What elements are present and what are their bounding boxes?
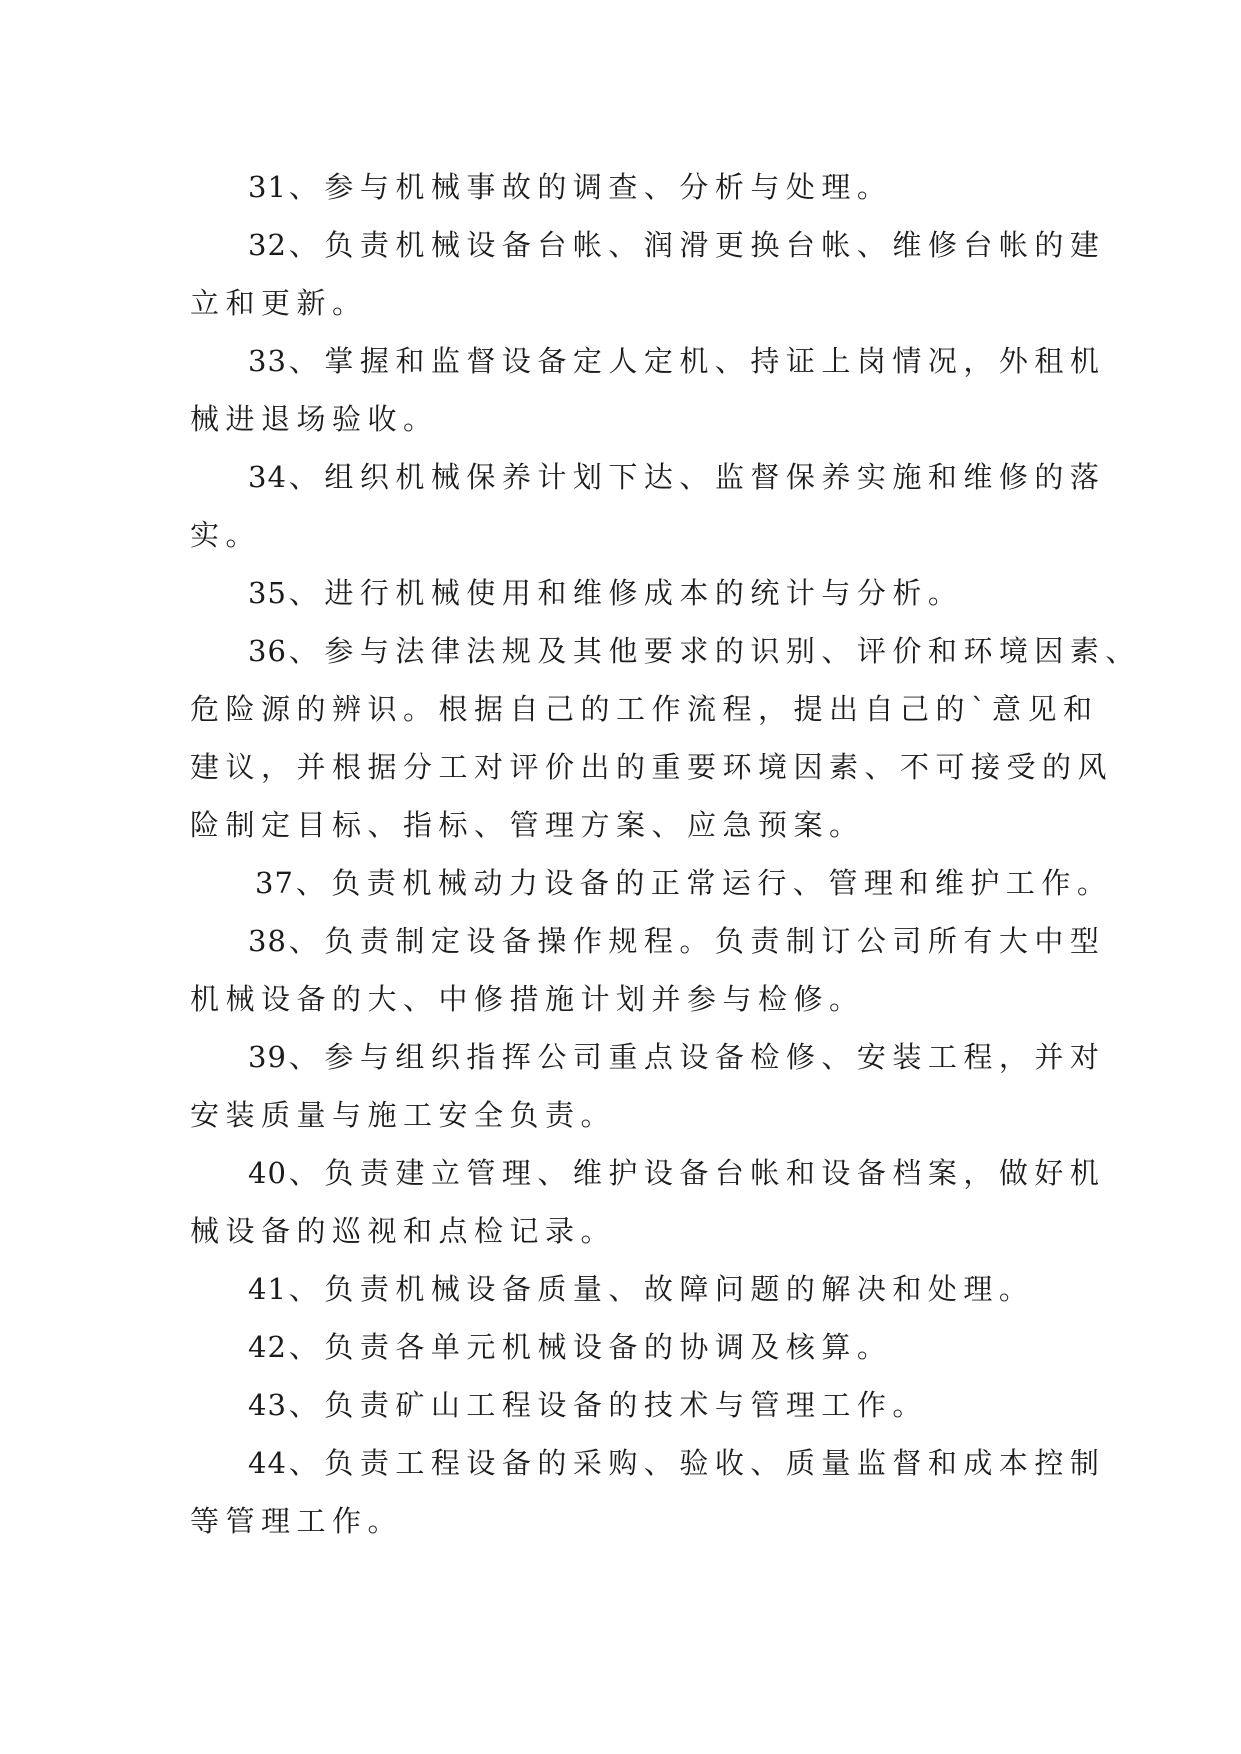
item-43-text: 、负责矿山工程设备的技术与管理工作。 — [288, 1388, 928, 1422]
item-44-line-2: 等管理工作。 — [190, 1504, 404, 1538]
item-35-line-1 — [190, 564, 1070, 622]
item-37-number: 37 — [255, 866, 294, 900]
item-34-line-1 — [190, 448, 1106, 506]
item-32-text: 、负责机械设备台帐、润滑更换台帐、维修台帐的建 — [288, 228, 1106, 262]
item-39-text: 、参与组织指挥公司重点设备检修、安装工程，并对 — [288, 1040, 1106, 1074]
item-40-line-1 — [190, 1144, 1106, 1202]
item-43-line-1 — [190, 1376, 1070, 1434]
document-body — [190, 158, 1141, 1550]
item-31-line-1 — [190, 158, 1070, 216]
item-36-number: 36 — [248, 634, 287, 668]
item-44-line-1 — [190, 1434, 1106, 1492]
item-35-number: 35 — [248, 576, 287, 610]
item-33-number: 33 — [248, 344, 287, 378]
item-37-line-1 — [190, 854, 1113, 912]
item-42-line-1 — [190, 1318, 1070, 1376]
item-41-number: 41 — [248, 1272, 287, 1306]
item-38-text: 、负责制定设备操作规程。负责制订公司所有大中型 — [288, 924, 1106, 958]
item-42-text: 、负责各单元机械设备的协调及核算。 — [288, 1330, 893, 1364]
item-32-line-2: 立和更新。 — [190, 286, 368, 320]
item-33-text: 、掌握和监督设备定人定机、持证上岗情况，外租机 — [288, 344, 1106, 378]
item-34-text: 、组织机械保养计划下达、监督保养实施和维修的落 — [288, 460, 1106, 494]
item-36-line-1 — [190, 622, 1141, 680]
item-32-line-1 — [190, 216, 1106, 274]
item-42-number: 42 — [248, 1330, 287, 1364]
item-35-text: 、进行机械使用和维修成本的统计与分析。 — [288, 576, 964, 610]
item-31-text: 、参与机械事故的调查、分析与处理。 — [288, 170, 893, 204]
item-40-text: 、负责建立管理、维护设备台帐和设备档案，做好机 — [288, 1156, 1106, 1190]
item-36-line-4: 险制定目标、指标、管理方案、应急预案。 — [190, 808, 865, 842]
item-31-number: 31 — [248, 170, 287, 204]
item-32-number: 32 — [248, 228, 287, 262]
item-39-line-2: 安装质量与施工安全负责。 — [190, 1098, 617, 1132]
item-44-text: 、负责工程设备的采购、验收、质量监督和成本控制 — [288, 1446, 1106, 1480]
item-41-line-1 — [190, 1260, 1070, 1318]
item-39-number: 39 — [248, 1040, 287, 1074]
item-38-number: 38 — [248, 924, 287, 958]
item-40-number: 40 — [248, 1156, 287, 1190]
item-44-number: 44 — [248, 1446, 287, 1480]
item-34-number: 34 — [248, 460, 287, 494]
item-36-text: 、参与法律法规及其他要求的识别、评价和环境因素、 — [288, 634, 1141, 668]
item-37-text: 、负责机械动力设备的正常运行、管理和维护工作。 — [295, 866, 1113, 900]
item-41-text: 、负责机械设备质量、故障问题的解决和处理。 — [288, 1272, 1035, 1306]
item-33-line-2: 械进退场验收。 — [190, 402, 439, 436]
item-40-line-2: 械设备的巡视和点检记录。 — [190, 1214, 617, 1248]
item-33-line-1 — [190, 332, 1106, 390]
item-38-line-1 — [190, 912, 1106, 970]
item-36-line-3: 建议，并根据分工对评价出的重要环境因素、不可接受的风 — [190, 750, 1114, 784]
item-34-line-2: 实。 — [190, 518, 262, 552]
item-36-line-2: 危险源的辨识。根据自己的工作流程，提出自己的`意见和 — [190, 692, 1099, 726]
item-43-number: 43 — [248, 1388, 287, 1422]
item-38-line-2: 机械设备的大、中修措施计划并参与检修。 — [190, 982, 865, 1016]
item-39-line-1 — [190, 1028, 1106, 1086]
